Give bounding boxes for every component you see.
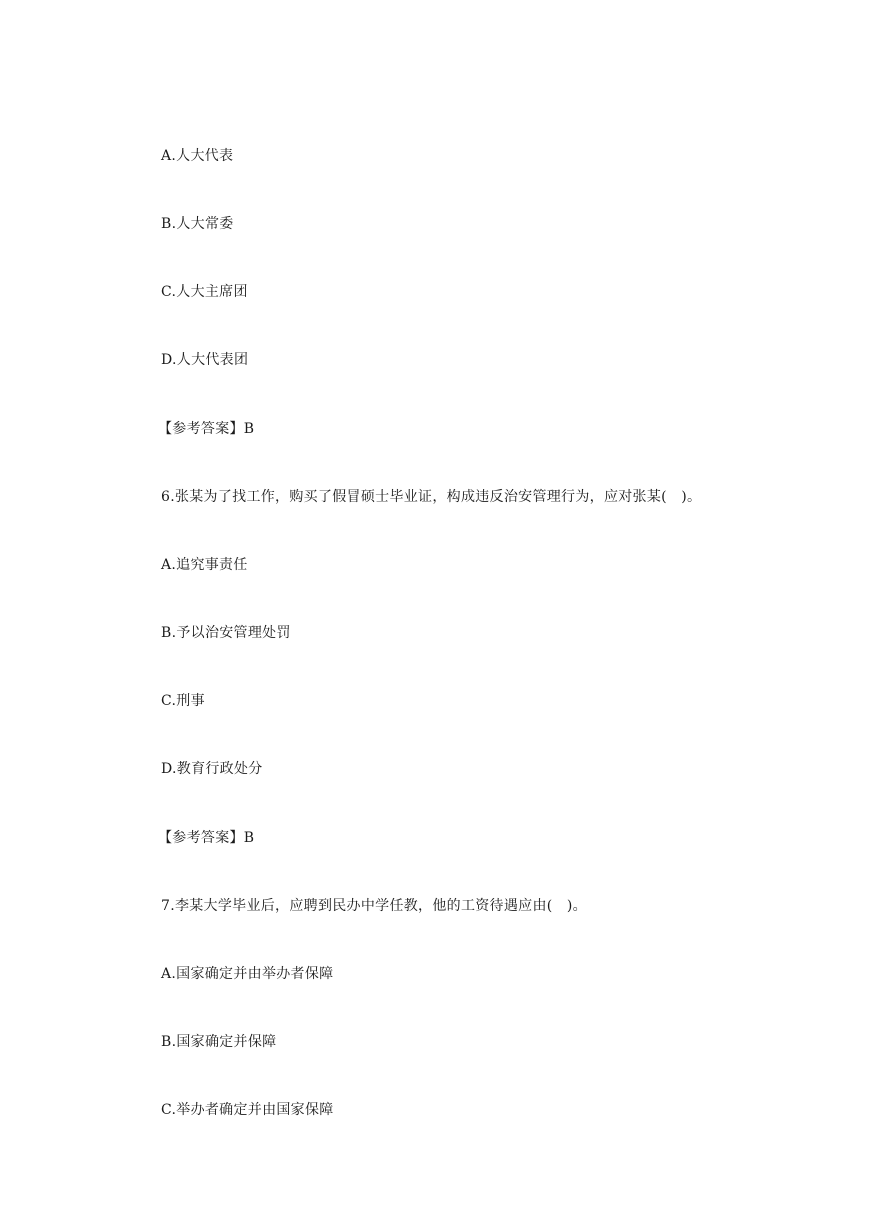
option-c-q5: C.人大主席团 [161,284,248,300]
answer-q5: 【参考答案】B [158,421,255,437]
option-a-q5: A.人大代表 [161,148,234,164]
option-c-q7: C.举办者确定并由国家保障 [161,1102,334,1118]
answer-q6: 【参考答案】B [158,830,255,846]
option-b-q7: B.国家确定并保障 [161,1034,277,1050]
question-6: 6.张某为了找工作，购买了假冒硕士毕业证，构成违反治安管理行为，应对张某( )。 [161,489,702,505]
option-b-q5: B.人大常委 [161,216,234,232]
option-a-q6: A.追究事责任 [161,557,248,573]
option-c-q6: C.刑事 [161,693,205,709]
option-b-q6: B.予以治安管理处罚 [161,625,291,641]
option-d-q5: D.人大代表团 [161,352,249,368]
option-a-q7: A.国家确定并由举办者保障 [161,966,334,982]
question-7: 7.李某大学毕业后，应聘到民办中学任教，他的工资待遇应由( )。 [161,898,587,914]
option-d-q6: D.教育行政处分 [161,761,263,777]
